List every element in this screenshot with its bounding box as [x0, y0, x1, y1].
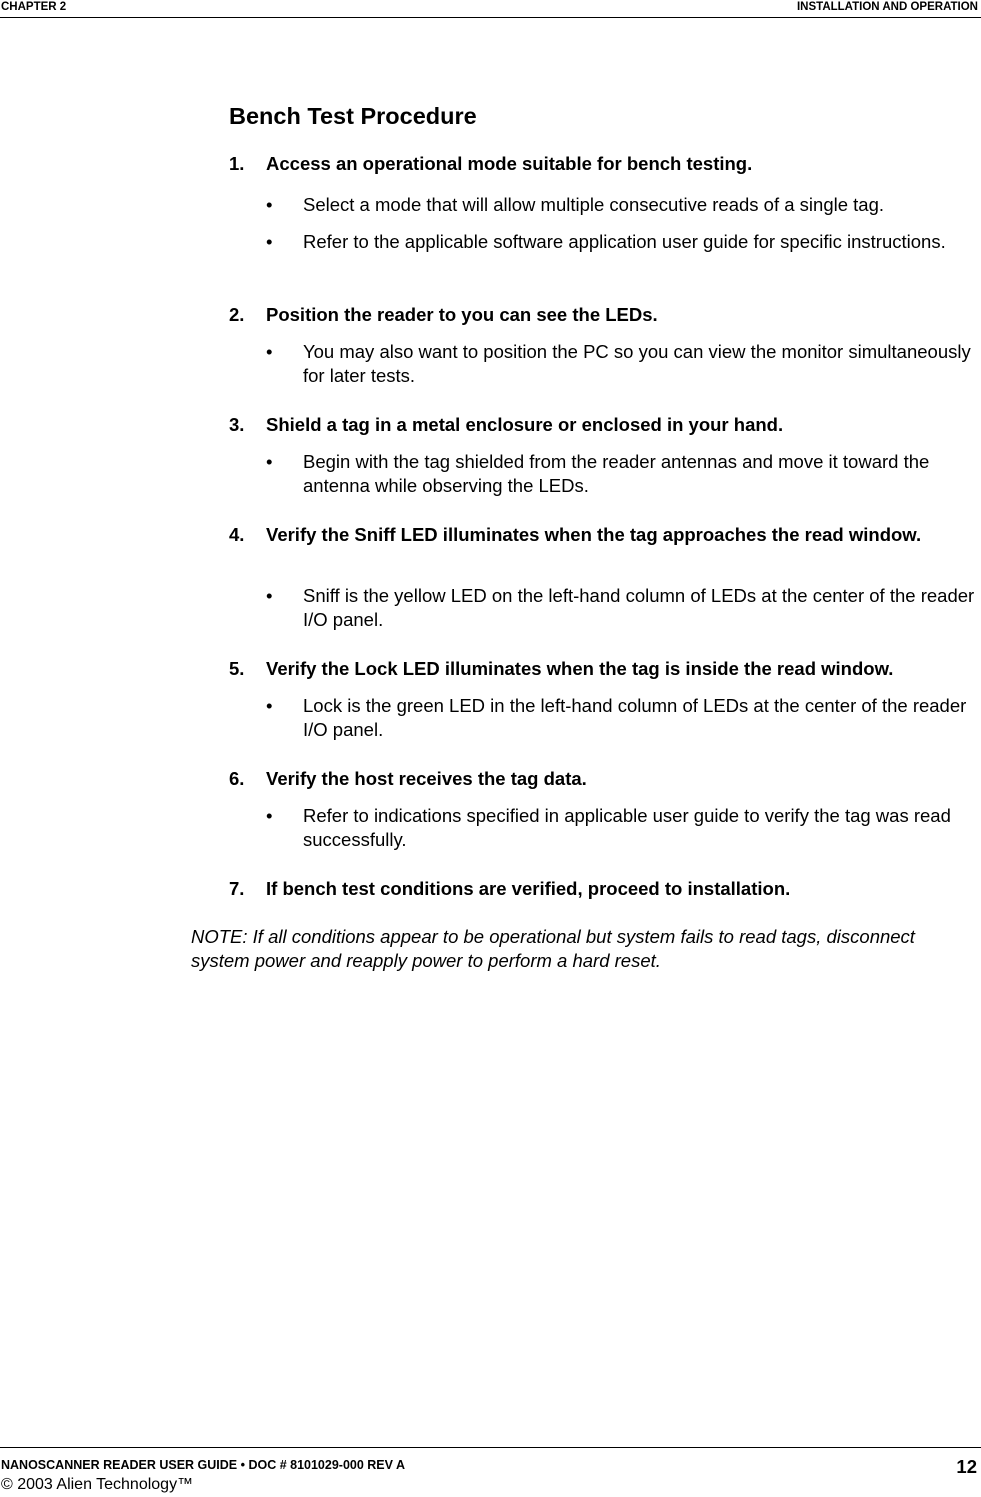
step-6-bullet-1 [266, 804, 976, 852]
copyright: © 2003 Alien Technology™ [1, 1476, 194, 1493]
step-text: Verify the host receives the tag data. [266, 768, 587, 789]
step-3 [229, 413, 979, 436]
step-6 [229, 767, 979, 790]
step-text: Shield a tag in a metal enclosure or enclosed in your hand. [266, 414, 784, 435]
bullet-marker: • [266, 194, 273, 215]
step-1-bullet-1 [266, 193, 976, 217]
step-text: Verify the Lock LED illuminates when the tag is inside the read window. [266, 658, 894, 679]
bullet-text: Refer to the applicable software application user guide for specific instructions. [303, 231, 946, 252]
step-number: 4. [229, 524, 245, 545]
bullet-text: You may also want to position the PC so you can view the monitor simultaneously for later tests. [303, 341, 971, 386]
step-5 [229, 657, 979, 680]
bullet-marker: • [266, 695, 273, 716]
step-number: 5. [229, 658, 245, 679]
step-3-bullet-1 [266, 450, 976, 498]
bullet-text: Refer to indications specified in applicable user guide to verify the tag was read successfully. [303, 805, 951, 850]
step-2 [229, 303, 979, 326]
step-number: 2. [229, 304, 245, 325]
page-number: 12 [956, 1456, 977, 1477]
step-7 [229, 877, 979, 900]
page-footer [0, 1447, 981, 1497]
bullet-marker: • [266, 451, 273, 472]
step-text: Verify the Sniff LED illuminates when the tag approaches the read window. [266, 524, 922, 545]
step-2-bullet-1 [266, 340, 976, 388]
bullet-marker: • [266, 585, 273, 606]
page-title: Bench Test Procedure [229, 103, 477, 129]
bullet-marker: • [266, 341, 273, 362]
step-number: 7. [229, 878, 245, 899]
chapter-label: CHAPTER 2 [1, 1, 67, 13]
doc-reference: NANOSCANNER READER USER GUIDE • DOC # 8101029-000 REV A [1, 1458, 406, 1472]
step-1 [229, 152, 979, 175]
step-text: Access an operational mode suitable for bench testing. [266, 153, 753, 174]
step-number: 6. [229, 768, 245, 789]
bullet-marker: • [266, 805, 273, 826]
step-text: If bench test conditions are verified, proceed to installation. [266, 878, 791, 899]
step-text: Position the reader to you can see the LEDs. [266, 304, 658, 325]
bullet-text: Sniff is the yellow LED on the left-hand column of LEDs at the center of the reader I/O panel. [303, 585, 975, 630]
section-label: INSTALLATION AND OPERATION [796, 1, 978, 13]
step-5-bullet-1 [266, 694, 976, 742]
page-header [0, 0, 981, 18]
step-4 [229, 523, 979, 546]
bullet-text: Lock is the green LED in the left-hand column of LEDs at the center of the reader I/O panel. [303, 695, 967, 740]
bullet-text: Select a mode that will allow multiple consecutive reads of a single tag. [303, 194, 884, 215]
step-number: 3. [229, 414, 245, 435]
step-4-bullet-1 [266, 584, 976, 632]
bullet-marker: • [266, 231, 273, 252]
note-text: NOTE: If all conditions appear to be operational but system fails to read tags, disconnect system power and reapply power to perform a hard reset. [191, 926, 915, 971]
step-number: 1. [229, 153, 245, 174]
step-1-bullet-2 [266, 230, 976, 254]
bullet-text: Begin with the tag shielded from the reader antennas and move it toward the antenna while observing the LEDs. [303, 451, 930, 496]
